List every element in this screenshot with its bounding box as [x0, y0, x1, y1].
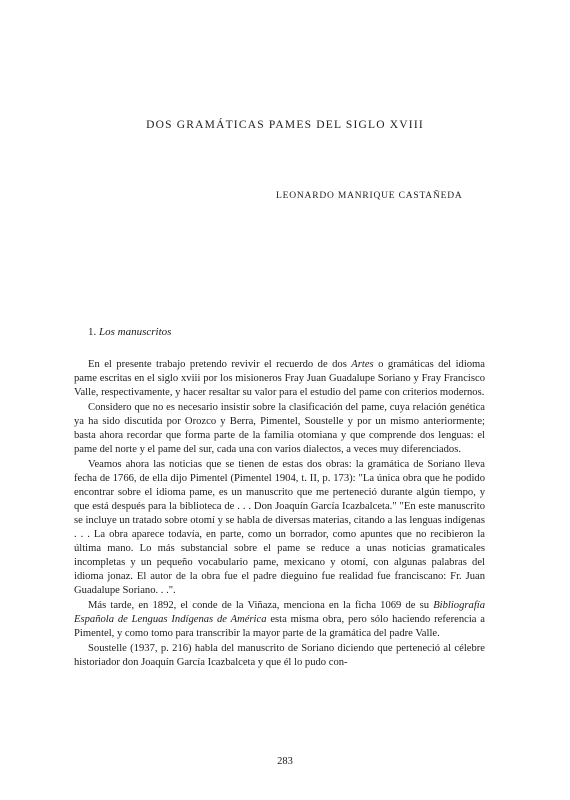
section-number: 1.	[88, 326, 97, 338]
section-heading	[88, 326, 171, 338]
page-number: 283	[277, 756, 293, 767]
section-title: Los manuscritos	[99, 326, 172, 338]
author-name: LEONARDO MANRIQUE CASTAÑEDA	[276, 191, 463, 201]
article-title: DOS GRAMÁTICAS PAMES DEL SIGLO XVIII	[146, 119, 424, 131]
body-text	[74, 358, 485, 671]
paragraph: Veamos ahora las noticias que se tienen de estas dos obras: la gramática de Soriano lleva fecha de 1766, de ella dijo Pimentel (Pimentel 1904, t. II, p. 173): "La única obra que he podido encontrar sobre el idioma pame, es un manuscrito que me perteneció durante algún tiempo, y que está después para la biblioteca de . . . Don Joaquín García Icazbalceta." "En este manuscrito se incluye un tratado sobre otomí y se habla de diversas materias, citando a las lenguas indígenas . . . La obra aparece todavía, en parte, como un borrador, como apuntes que no recibieron la última mano. Lo más substancial sobre el pame se reduce a unas noticias gramaticales incompletas y un pequeño vocabulario pame, mexicano y otomí, con algunas palabras del idioma jonaz. El autor de la obra fue el padre dieguino fue realidad fue franciscano: Fr. Juan Guadalupe Soriano. . .".	[74, 459, 485, 596]
paragraph: Soustelle (1937, p. 216) habla del manuscrito de Soriano diciendo que perteneció al célebre historiador don Joaquín García Icazbalceta y que él lo pudo con-	[74, 643, 485, 668]
paragraph: En el presente trabajo pretendo revivir el recuerdo de dos Artes o gramáticas del idioma pame escritas en el siglo xviii por los misioneros Fray Juan Guadalupe Soriano y Fray Francisco Valle, respectivamente, y hacer resaltar su valor para el estudio del pame con criterios modernos.	[74, 359, 485, 398]
paragraph: Considero que no es necesario insistir sobre la clasificación del pame, cuya relación genética ya ha sido discutida por Orozco y Berra, Pimentel, Soustelle y por un mismo anteriormente; basta ahora recordar que forma parte de la familia otomiana y que comprende dos lenguas: el pame del norte y el pame del sur, cada una con varios dialectos, a veces muy diferenciados.	[74, 402, 485, 455]
paragraph: Más tarde, en 1892, el conde de la Viñaza, menciona en la ficha 1069 de su Bibliografía Española de Lenguas Indígenas de América esta misma obra, pero sólo haciendo referencia a Pimentel, y como tomo para transcribir la mayor parte de la gramática del padre Valle.	[74, 600, 485, 639]
